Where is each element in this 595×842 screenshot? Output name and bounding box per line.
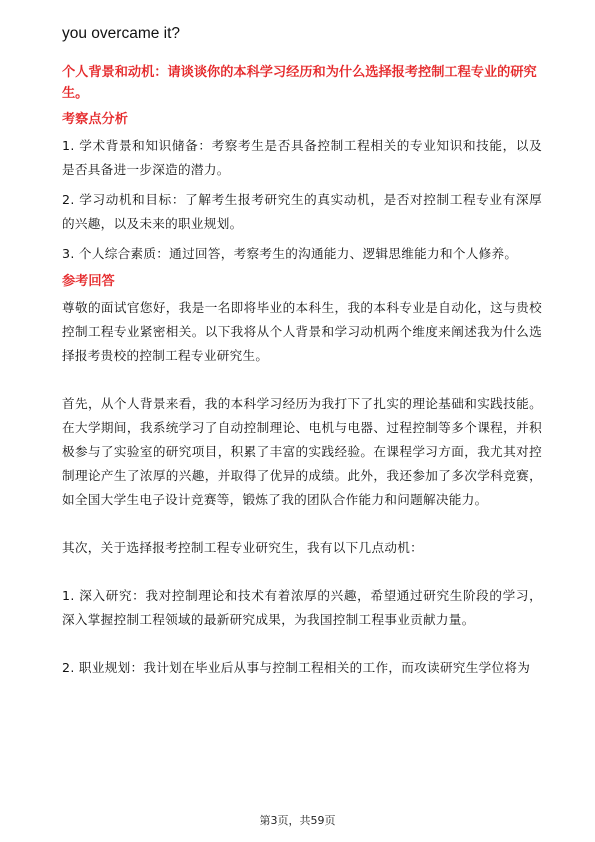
question-heading: 个人背景和动机：请谈谈你的本科学习经历和为什么选择报考控制工程专业的研究生。	[62, 65, 537, 101]
spacer	[62, 632, 542, 656]
answer-background: 首先，从个人背景来看，我的本科学习经历为我打下了扎实的理论基础和实践技能。在大学期间，我系统学习了自动控制理论、电机与电器、过程控制等多个课程，并积极参与了实验室的研究项目，积累了丰富的实践经验。在课程学习方面，我尤其对控制理论产生了浓厚的兴趣，并取得了优异的成绩。此外，我还参加了多次学科竞赛，如全国大学生电子设计竞赛等，锻炼了我的团队合作能力和问题解决能力。	[62, 396, 542, 507]
analysis-point-2: 2. 学习动机和目标：了解考生报考研究生的真实动机，是否对控制工程专业有深厚的兴趣，以及未来的职业规划。	[62, 192, 542, 231]
page-content	[62, 62, 542, 680]
analysis-heading: 考察点分析	[62, 112, 128, 127]
spacer	[62, 368, 542, 392]
spacer	[62, 512, 542, 536]
answer-motivation-intro: 其次，关于选择报考控制工程专业研究生，我有以下几点动机：	[62, 540, 424, 555]
spacer	[62, 560, 542, 584]
analysis-point-3: 3. 个人综合素质：通过回答，考察考生的沟通能力、逻辑思维能力和个人修养。	[62, 246, 518, 261]
carryover-text: you overcame it?	[62, 25, 181, 42]
answer-intro: 尊敬的面试官您好，我是一名即将毕业的本科生，我的本科专业是自动化，这与贵校控制工程专业紧密相关。以下我将从个人背景和学习动机两个维度来阐述我为什么选择报考贵校的控制工程专业研究生。	[62, 300, 542, 363]
page-number-footer: 第3页，共59页	[259, 814, 336, 827]
answer-motivation-1: 1. 深入研究：我对控制理论和技术有着浓厚的兴趣，希望通过研究生阶段的学习，深入掌握控制工程领域的最新研究成果，为我国控制工程事业贡献力量。	[62, 588, 542, 627]
analysis-point-1: 1. 学术背景和知识储备：考察考生是否具备控制工程相关的专业知识和技能，以及是否具备进一步深造的潜力。	[62, 138, 542, 177]
answer-motivation-2: 2. 职业规划：我计划在毕业后从事与控制工程相关的工作，而攻读研究生学位将为	[62, 660, 531, 675]
answer-heading: 参考回答	[62, 274, 115, 289]
